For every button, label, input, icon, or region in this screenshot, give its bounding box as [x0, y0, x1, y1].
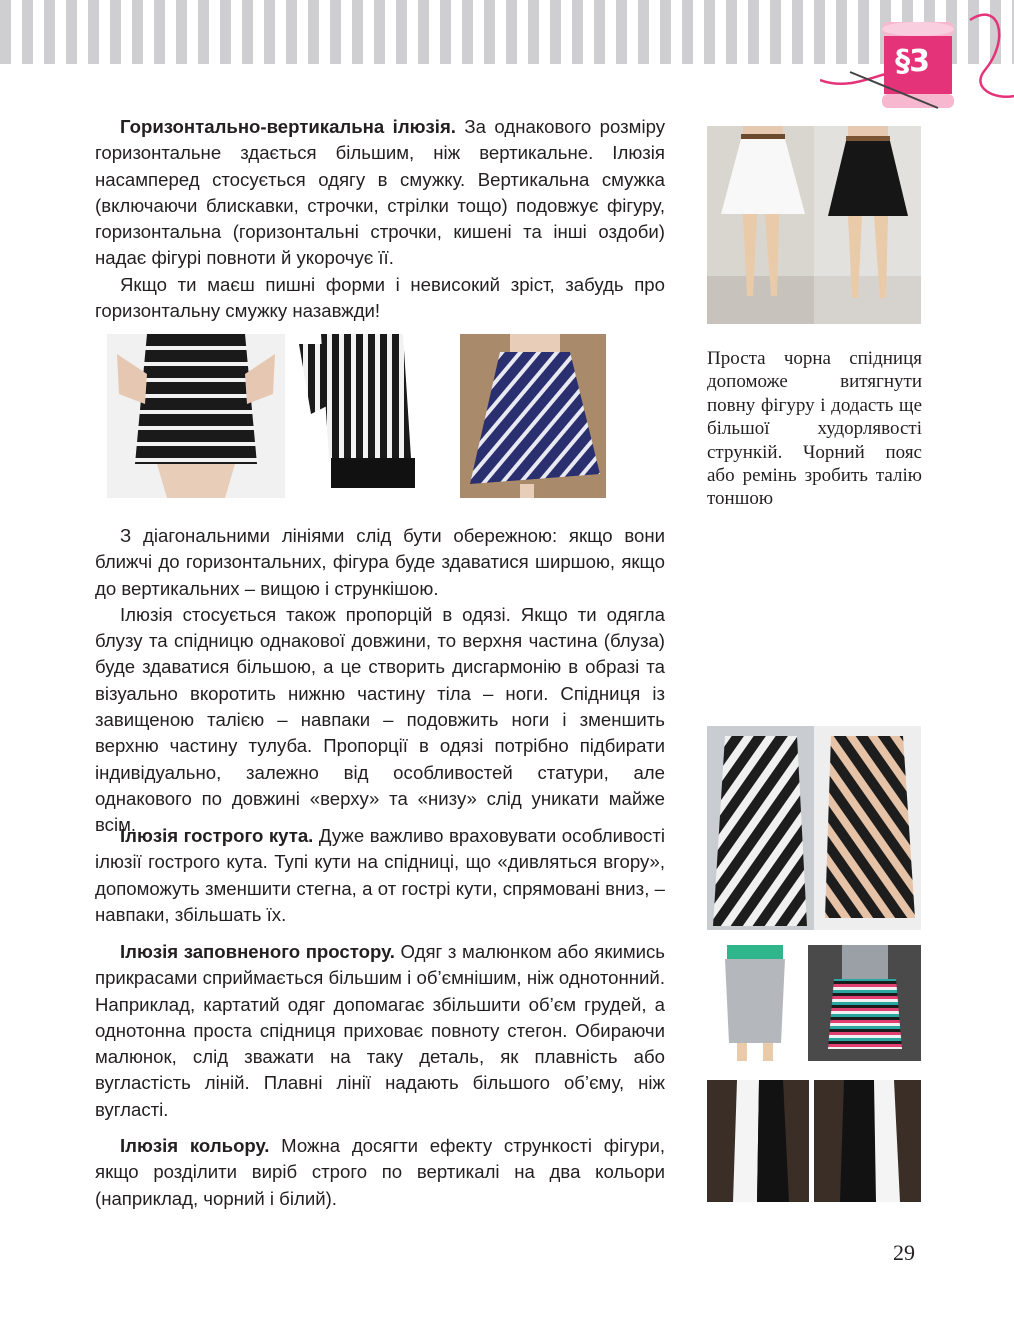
paragraph-title: Ілюзія кольору.: [120, 1135, 270, 1156]
page-number: 29: [893, 1240, 915, 1265]
paragraph-proportions: Ілюзія стосується також пропорцій в одязі. Якщо ти одягла блузу та спідницю однакової довжини, то верхня частина (блуза) буде здаватися більшою, а це створить дисгармонію в образі та візуально вкоротить нижню частину тіла – ноги. Спідниця із завищеною талією – навпаки – подовжить ноги і зменшить верхню частину тулуба. Пропорції в одязі потрібно підбирати індивідуально, залежно від особливостей статури, але однакового по довжині «верху» та «низу» слід уникати майже всім.: [95, 603, 665, 836]
paragraph-color: [95, 1133, 665, 1212]
text-block-color: [95, 1133, 665, 1212]
paragraph-filled-space: [95, 939, 665, 1123]
photo-black-skirt: [814, 126, 921, 324]
paragraph-text: Можна досягти ефекту стрункості фігури, якщо розділити виріб строго по вертикалі на два кольори (наприклад, чорний і білий).: [95, 1135, 666, 1209]
photo-grey-pencil-skirt: [707, 945, 802, 1061]
section-number: §3: [895, 44, 929, 79]
paragraph-advice: Якщо ти маєш пишні форми і невисокий зріст, забудь про горизонтальну смужку назавжди!: [95, 273, 665, 322]
paragraph-title: Ілюзія заповненого простору.: [120, 941, 395, 962]
photo-chevron-maxi-skirts: [707, 726, 921, 930]
paragraph-title: Ілюзія гострого кута.: [120, 825, 314, 846]
photo-caption: Проста чорна спідниця допоможе витягнути повну фігуру і додасть ще більшої худорлявості стрункій. Чорний пояс або ремінь зробить талію тоншою: [707, 348, 922, 510]
photo-white-skirt: [707, 126, 814, 324]
paragraph-title: Горизонтально-вертикальна ілюзія.: [120, 116, 456, 137]
paragraph-text: За однакового розміру горизонтальне здається більшим, ніж вертикальне. Ілюзія насамперед стосується одягу в смужку. Вертикальна смужка (включаючи блискавки, строчки, стрілки тощо) подовжує фігуру, горизонтальна (горизонтальні строчки, кишені та інші оздоби) надає фігурі повноти й укорочує її.: [95, 116, 665, 269]
photo-diagonal-stripe-skirt: [460, 334, 606, 498]
photo-horizontal-stripe-skirt: [107, 334, 285, 498]
text-block-diagonal: [95, 523, 665, 839]
text-block-intro: [95, 114, 665, 324]
photo-color-block-dress-left: [707, 1080, 809, 1202]
photo-vertical-stripe-dress: [291, 334, 429, 498]
paragraph-horizontal-vertical: [95, 114, 665, 272]
paragraph-text: Дуже важливо враховувати особливості ілюзії гострого кута. Тупі кути на спідниці, що «дивляться вгору», допоможуть зменшити стегна, а от гострі кути, спрямовані вниз, – навпаки, збільшать їх.: [95, 825, 665, 925]
paragraph-diagonal-lines: З діагональними лініями слід бути обережною: якщо вони ближчі до горизонтальних, фігура буде здаватися ширшою, якщо до вертикальних – вищою і стрункішою.: [95, 525, 665, 599]
photo-color-block-dress-right: [814, 1080, 921, 1202]
photo-patterned-skirt: [808, 945, 921, 1061]
text-block-acute-angle: [95, 823, 665, 928]
paragraph-text: Одяг з малюнком або якимись прикрасами сприймається більшим і об’ємнішим, ніж однотонний. Наприклад, картатий одяг допомагає збільшити об’єм грудей, а однотонна проста спідниця приховає повноту стегон. Обираючи малюнок, слід зважати на таку деталь, як плавність або вугластість ліній. Плавні лінії надають більшого об’єму, ніж вугласті.: [95, 941, 665, 1120]
text-block-filled-space: [95, 939, 665, 1123]
paragraph-acute-angle: [95, 823, 665, 928]
